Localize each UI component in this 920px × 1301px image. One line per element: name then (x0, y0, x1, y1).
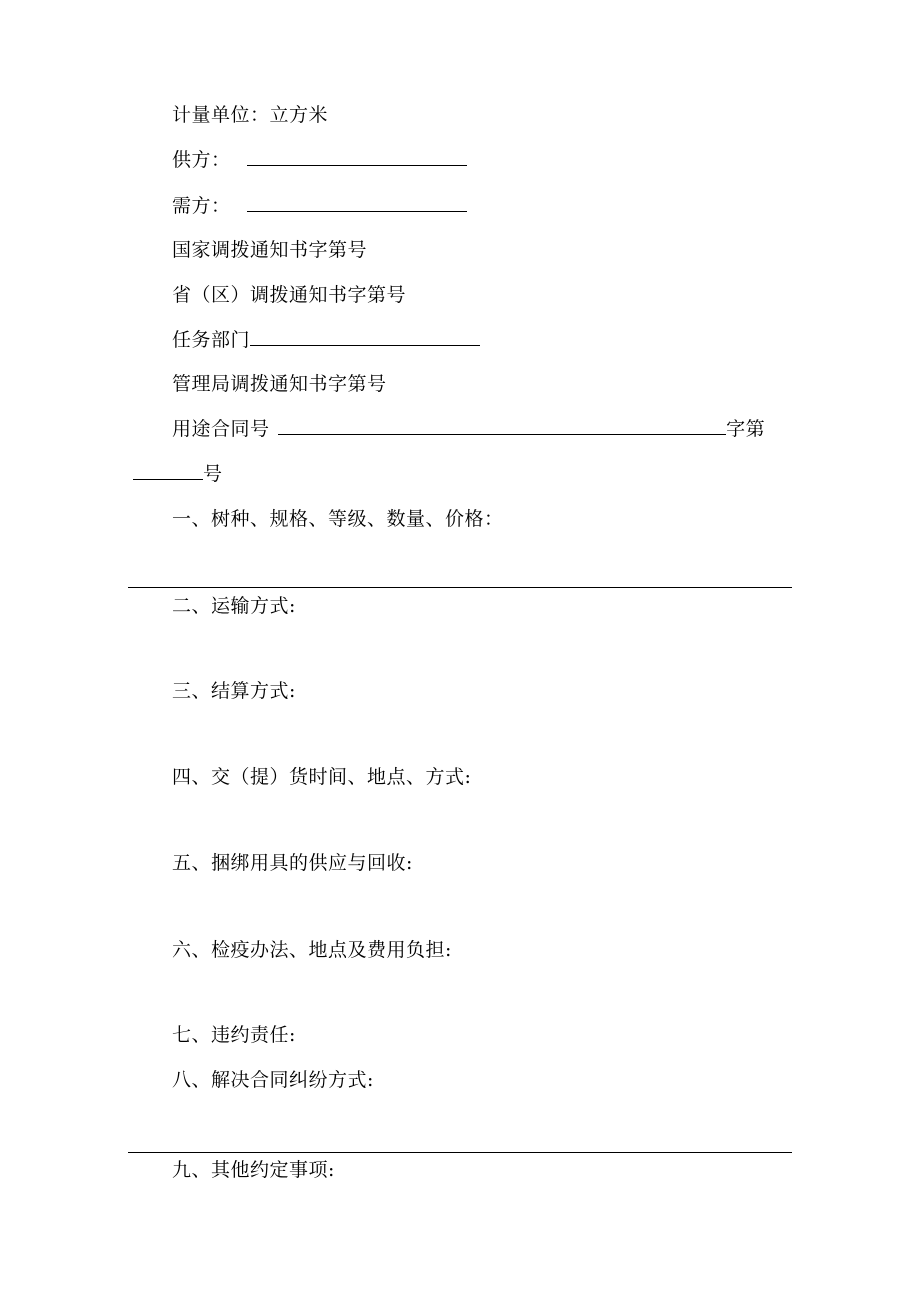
section-label: 七、违约责任: (172, 1024, 296, 1046)
task-department-label: 任务部门 (172, 329, 251, 351)
section-item (172, 1022, 296, 1048)
section-label: 一、树种、规格、等级、数量、价格： (172, 508, 504, 530)
section-label: 四、交（提）货时间、地点、方式: (172, 766, 472, 788)
section-label: 三、结算方式: (172, 680, 296, 702)
task-department-line (172, 327, 480, 353)
section-label: 八、解决合同纠纷方式: (172, 1069, 374, 1091)
section-item (172, 850, 413, 876)
usage-contract-suffix: 字第 (726, 418, 766, 440)
buyer-blank[interactable] (247, 193, 467, 212)
fill-in-rule[interactable] (128, 587, 792, 588)
section-label: 六、检疫办法、地点及费用负担: (172, 939, 452, 961)
provincial-notice-line (172, 282, 406, 308)
section-label: 五、捆绑用具的供应与回收: (172, 852, 413, 874)
buyer-label: 需方： (172, 195, 231, 217)
national-notice-text: 国家调拨通知书字第号 (172, 239, 368, 261)
section-item (172, 764, 471, 790)
usage-contract-line (172, 416, 765, 442)
task-department-blank[interactable] (250, 327, 480, 346)
section-label: 二、运输方式: (172, 595, 296, 617)
supplier-blank[interactable] (247, 147, 467, 166)
section-item (172, 506, 504, 532)
unit-line (172, 102, 328, 128)
bureau-notice-text: 管理局调拨通知书字第号 (172, 373, 387, 395)
section-item (172, 937, 452, 963)
section-item (172, 678, 296, 704)
unit-text: 计量单位：立方米 (172, 104, 329, 126)
supplier-line (172, 147, 467, 173)
supplier-label: 供方： (172, 149, 231, 171)
section-item (172, 593, 296, 619)
section-label: 九、其他约定事项: (172, 1159, 335, 1181)
bureau-notice-line (172, 371, 387, 397)
section-item (172, 1067, 374, 1093)
provincial-notice-text: 省（区）调拨通知书字第号 (172, 284, 407, 306)
section-item (172, 1157, 335, 1183)
usage-contract-label: 用途合同号 (172, 418, 270, 440)
number-line (133, 461, 223, 487)
buyer-line (172, 193, 467, 219)
fill-in-rule[interactable] (128, 1152, 792, 1153)
usage-contract-blank[interactable] (278, 416, 726, 435)
national-notice-line (172, 237, 367, 263)
number-suffix: 号 (203, 463, 223, 485)
number-blank[interactable] (133, 461, 203, 480)
